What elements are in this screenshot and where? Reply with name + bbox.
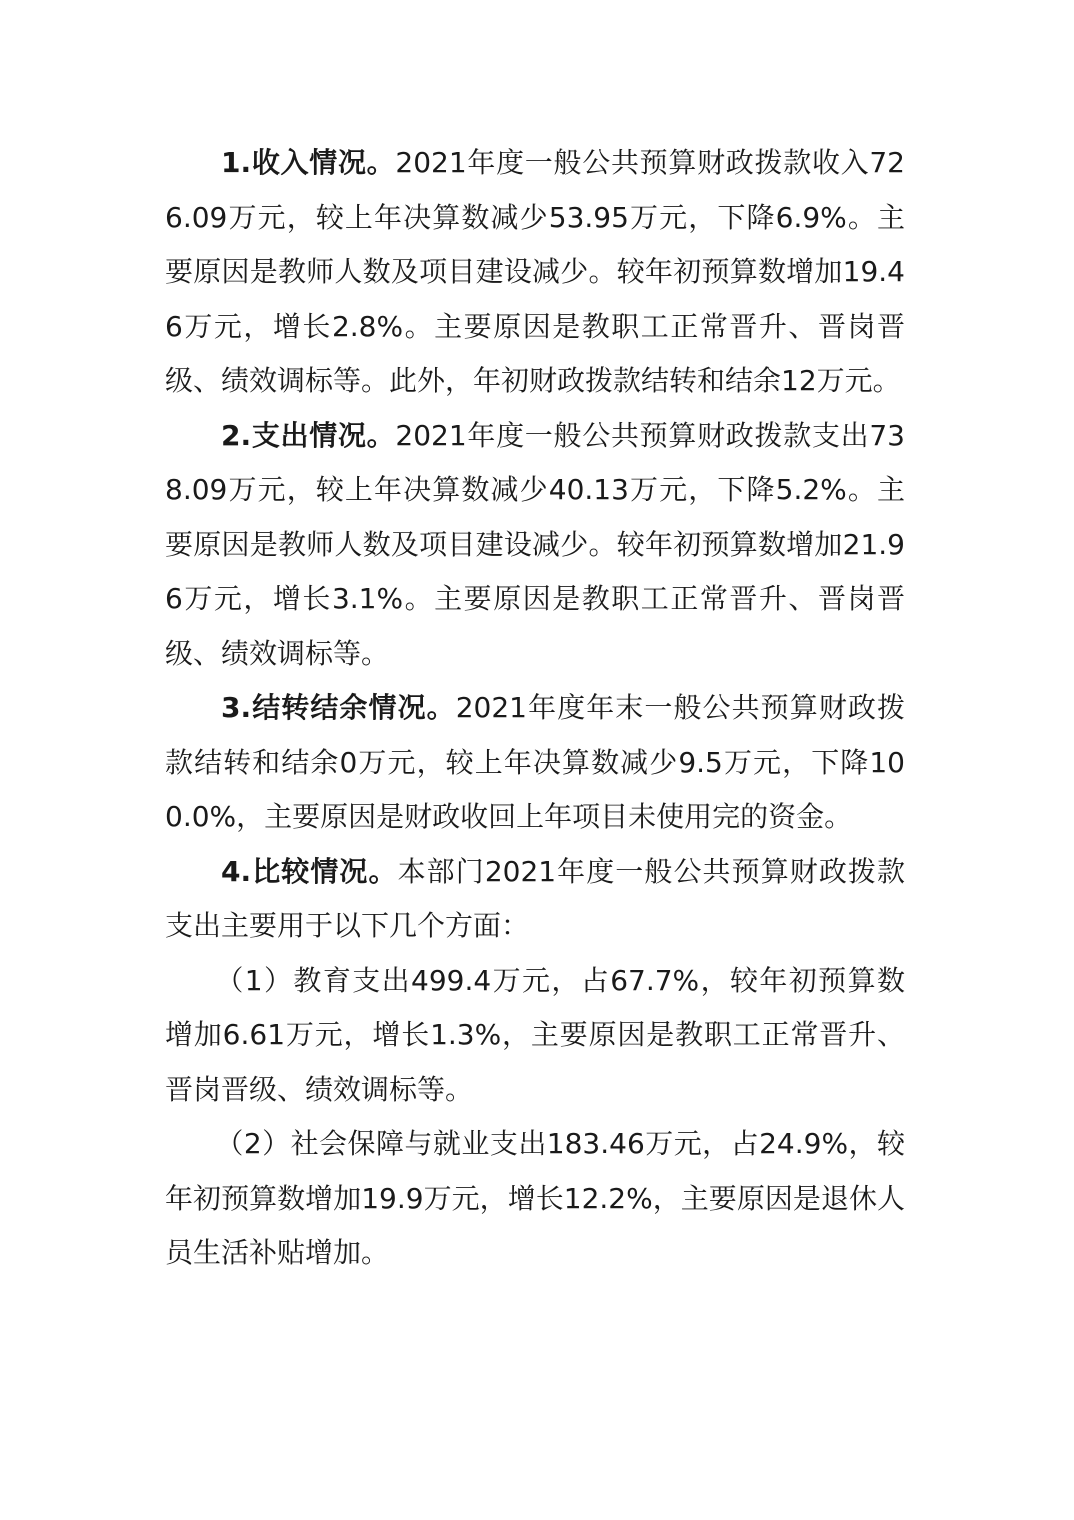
heading-carryover: 3.结转结余情况。 <box>221 691 456 724</box>
document-page <box>165 136 905 1281</box>
paragraph-income-text: 2021年度一般公共预算财政拨款收入726.09万元，较上年决算数减少53.95万元，下降6.9%。主要原因是教师人数及项目建设减少。较年初预算数增加19.46万元，增长2.8%。主要原因是教职工正常晋升、晋岗晋级、绩效调标等。此外，年初财政拨款结转和结余12万元。 <box>165 146 905 397</box>
paragraph-expenditure-text: 2021年度一般公共预算财政拨款支出738.09万元，较上年决算数减少40.13万元，下降5.2%。主要原因是教师人数及项目建设减少。较年初预算数增加21.96万元，增长3.1%。主要原因是教职工正常晋升、晋岗晋级、绩效调标等。 <box>165 418 905 670</box>
paragraph-income <box>165 136 905 409</box>
heading-comparison: 4.比较情况。 <box>221 854 398 888</box>
list-item-social-security: （2）社会保障与就业支出183.46万元，占24.9%，较年初预算数增加19.9万元，增长12.2%，主要原因是退休人员生活补贴增加。 <box>165 1127 905 1269</box>
list-item-education: （1）教育支出499.4万元，占67.7%，较年初预算数增加6.61万元，增长1.3%，主要原因是教职工正常晋升、晋岗晋级、绩效调标等。 <box>165 963 905 1106</box>
heading-income: 1.收入情况。 <box>221 146 396 179</box>
paragraph-comparison-text: 本部门2021年度一般公共预算财政拨款支出主要用于以下几个方面： <box>165 854 906 942</box>
paragraph-expenditure <box>165 409 905 682</box>
paragraph-carryover-text: 2021年度年末一般公共预算财政拨款结转和结余0万元，较上年决算数减少9.5万元，下降100.0%，主要原因是财政收回上年项目未使用完的资金。 <box>165 691 905 833</box>
paragraph-carryover <box>165 681 905 845</box>
heading-expenditure: 2.支出情况。 <box>221 418 396 452</box>
paragraph-comparison <box>165 845 905 954</box>
